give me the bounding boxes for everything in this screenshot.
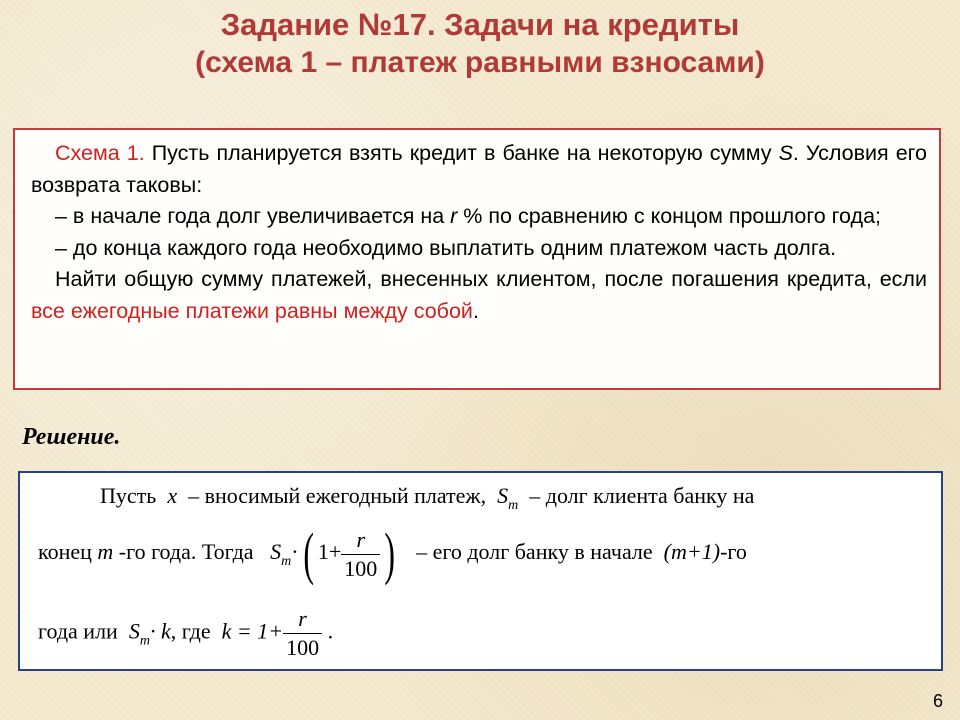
var-r: r xyxy=(450,204,458,228)
subscript-m: m xyxy=(281,554,292,570)
scheme-text: . Условия его возврата таковы: xyxy=(31,141,927,197)
var-x: x xyxy=(167,483,178,508)
solution-text: Пусть xyxy=(100,483,157,508)
times-k: · k xyxy=(149,618,171,644)
solution-text: -го xyxy=(720,539,747,565)
title-line-2: (схема 1 – платеж равными взносами) xyxy=(195,46,765,79)
solution-label: Решение. xyxy=(22,424,121,450)
title-line-1: Задание №17. Задачи на кредиты xyxy=(220,7,740,42)
subscript-m: m xyxy=(508,498,519,513)
subscript-m: m xyxy=(139,633,150,649)
var-s: S xyxy=(270,539,282,565)
scheme-highlight: все ежегодные платежи равны между собой xyxy=(31,298,473,323)
scheme-box xyxy=(13,128,941,390)
scheme-text: . xyxy=(472,298,479,323)
var-s: S xyxy=(128,618,140,644)
var-s: S xyxy=(778,141,793,165)
solution-text: конец xyxy=(38,539,92,565)
fraction-denominator: 100 xyxy=(341,554,380,580)
solution-text: – его долг банку в начале xyxy=(416,539,653,565)
solution-text: – долг клиента банку на xyxy=(529,483,755,508)
formula-debt-growth: $S_m\cdot$( 1+ $\frac{r}{100}$ ) xyxy=(270,521,396,586)
scheme-label: Схема 1. xyxy=(55,141,145,165)
right-paren: ) xyxy=(384,521,396,586)
solution-text: года или xyxy=(38,618,118,644)
scheme-text: – в начале года долг увеличивается на xyxy=(55,204,451,228)
one-plus: 1+ xyxy=(317,539,342,565)
fraction-denominator: 100 xyxy=(283,633,322,659)
scheme-text: Пусть планируется взять кредит в банке на некоторую сумму xyxy=(144,141,779,165)
scheme-paragraph-4 xyxy=(31,264,927,327)
m-plus-one: (m+1) xyxy=(663,539,721,565)
scheme-text: Найти общую сумму платежей, внесенных клиентом, после погашения кредита, если xyxy=(55,267,927,291)
fraction-r-100 xyxy=(283,608,322,659)
left-paren: ( xyxy=(302,521,314,586)
fraction-numerator: r xyxy=(298,606,307,631)
fraction-r-100 xyxy=(341,526,380,581)
var-m: m xyxy=(97,539,114,565)
solution-text: -го года. Тогда xyxy=(118,539,254,565)
solution-text: , где xyxy=(170,618,211,644)
solution-line-3 xyxy=(38,608,333,659)
scheme-paragraph-1 xyxy=(31,138,927,201)
solution-line-2 xyxy=(38,521,747,586)
k-equals: k = 1+ xyxy=(221,618,284,644)
fraction-numerator: r xyxy=(356,526,366,552)
scheme-text: % по сравнению с концом прошлого года; xyxy=(457,204,882,228)
slide-title xyxy=(0,6,960,82)
scheme-paragraph-3: – до конца каждого года необходимо выплатить одним платежом часть долга. xyxy=(55,235,837,260)
solution-box xyxy=(18,471,943,671)
period: . xyxy=(327,618,334,644)
solution-line-1 xyxy=(100,483,754,514)
var-s: S xyxy=(497,483,509,508)
page-number: 6 xyxy=(932,691,943,711)
scheme-paragraph-2 xyxy=(31,201,927,233)
solution-text: – вносимый ежегодный платеж, xyxy=(188,483,487,508)
